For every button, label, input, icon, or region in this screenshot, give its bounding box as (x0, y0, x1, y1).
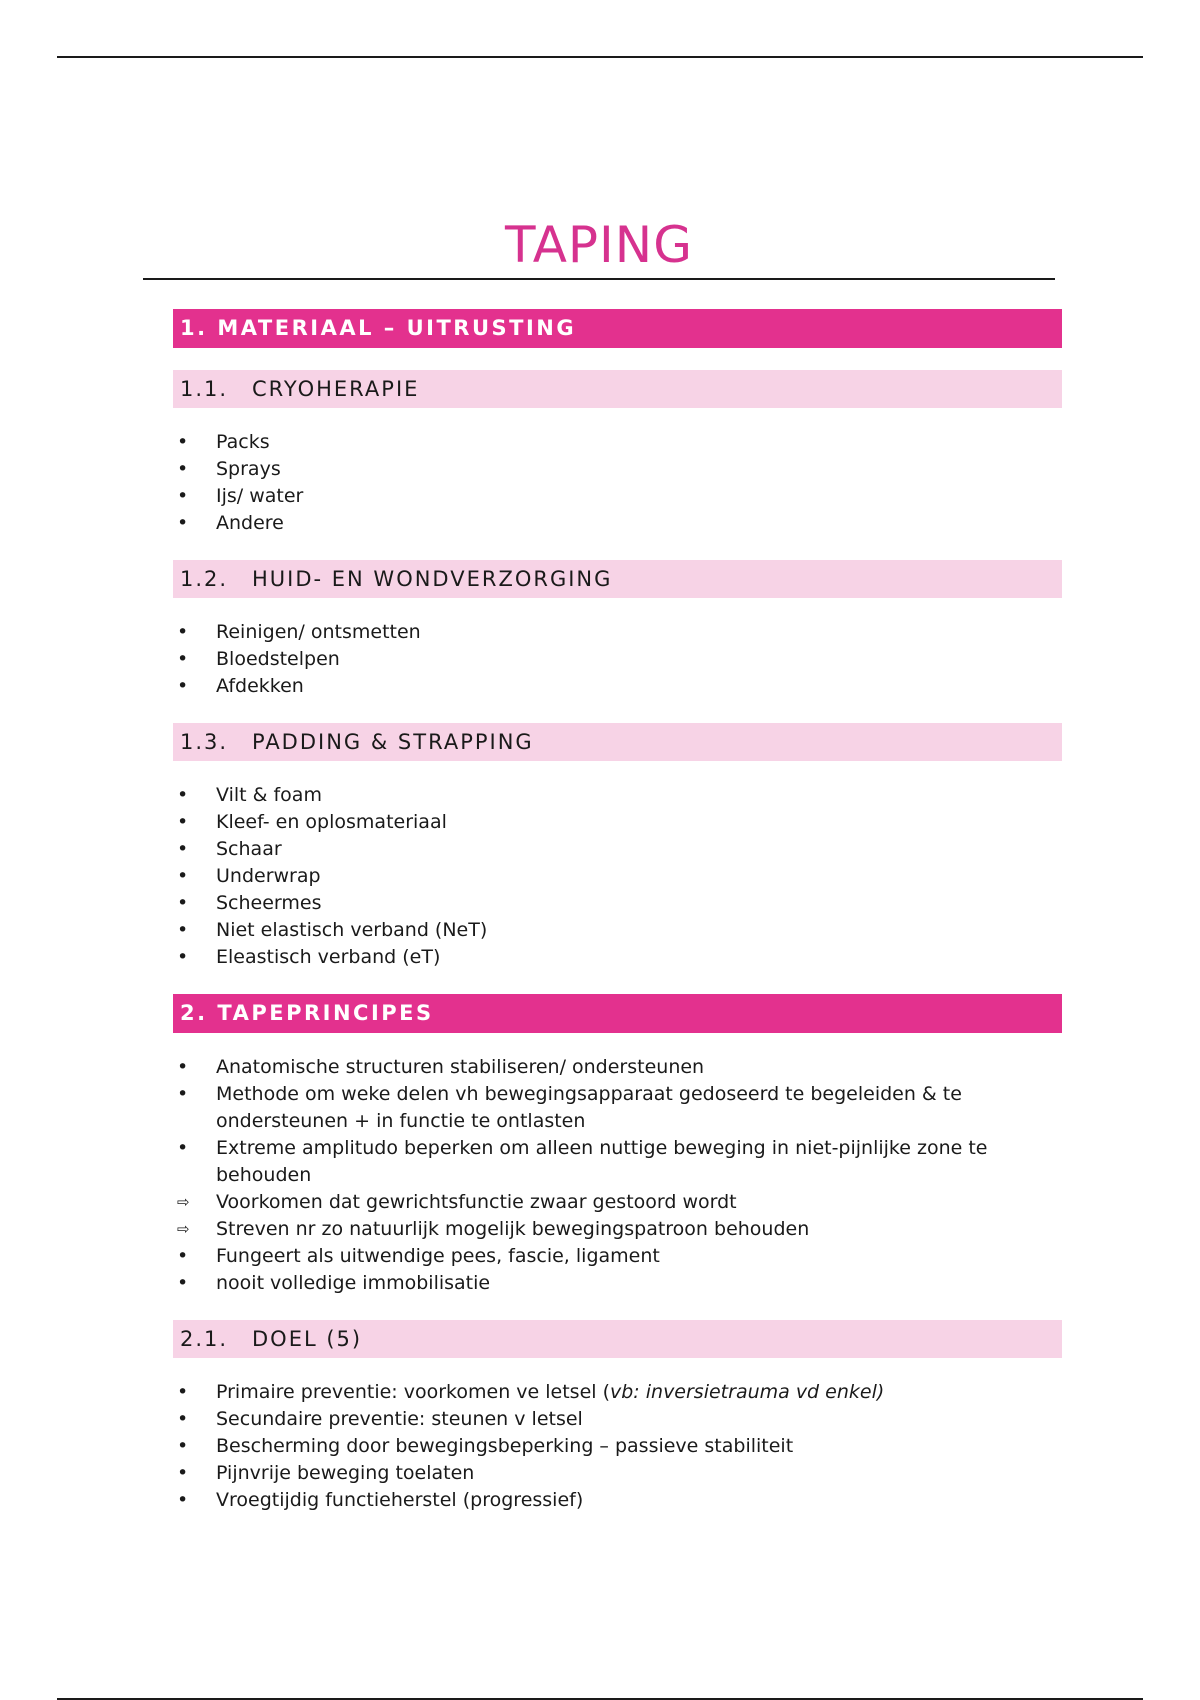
bullet-icon: • (177, 1462, 189, 1484)
list-item: • Packs (173, 429, 1062, 456)
list-item: • Pijnvrije beweging toelaten (173, 1460, 1062, 1487)
bullet-icon: • (177, 1408, 189, 1430)
page-top-rule (57, 56, 1143, 58)
list-item: • Schaar (173, 836, 1062, 863)
list-item: • Anatomische structuren stabiliseren/ ondersteunen (173, 1054, 1062, 1081)
bullet-icon: • (177, 1381, 189, 1403)
list-item: • Kleef- en oplosmateriaal (173, 809, 1062, 836)
bullet-icon: • (177, 648, 189, 670)
list-item: • Andere (173, 510, 1062, 537)
list-item: ⇨ Voorkomen dat gewrichtsfunctie zwaar gestoord wordt (173, 1189, 1062, 1216)
subsection-number: 1.2. (180, 567, 229, 591)
bullet-icon: • (177, 1489, 189, 1511)
bullet-icon: • (177, 1272, 189, 1294)
list-item: • Methode om weke delen vh bewegingsapparaat gedoseerd te begeleiden & te ondersteunen + in functie te ontlasten (177, 1083, 962, 1132)
list-item: • Bloedstelpen (173, 646, 1062, 673)
bullet-icon: • (177, 621, 189, 643)
subsection-heading-cryoherapie (173, 370, 1062, 408)
list-item: • Extreme amplitudo beperken om alleen nuttige beweging in niet-pijnlijke zone te behouden (177, 1137, 988, 1186)
subsection-heading-padding-strapping (173, 723, 1062, 761)
padding-strapping-list (173, 782, 1062, 971)
bullet-icon: • (177, 1083, 189, 1105)
bullet-icon: • (177, 458, 189, 480)
arrow-right-icon: ⇨ (177, 1193, 190, 1211)
subsection-number: 1.3. (180, 730, 229, 754)
list-item: • Fungeert als uitwendige pees, fascie, ligament (173, 1243, 1062, 1270)
wondverzorging-list (173, 619, 1062, 700)
section-heading-tapeprincipes: 2. TAPEPRINCIPES (173, 994, 1062, 1033)
doel-list (173, 1379, 1062, 1514)
list-item: • Vilt & foam (173, 782, 1062, 809)
bullet-icon: • (177, 838, 189, 860)
bullet-icon: • (177, 892, 189, 914)
subsection-title: DOEL (5) (252, 1327, 363, 1351)
subsection-number: 2.1. (180, 1327, 229, 1351)
list-item: • Scheermes (173, 890, 1062, 917)
italic-example: vb: inversietrauma vd enkel) (610, 1381, 885, 1403)
bullet-icon: • (177, 919, 189, 941)
subsection-heading-huid-wondverzorging (173, 560, 1062, 598)
bullet-icon: • (177, 675, 189, 697)
list-item: • Bescherming door bewegingsbeperking – passieve stabiliteit (173, 1433, 1062, 1460)
list-item: • Ijs/ water (173, 483, 1062, 510)
list-item: ⇨ Streven nr zo natuurlijk mogelijk bewegingspatroon behouden (173, 1216, 1062, 1243)
list-item: • Sprays (173, 456, 1062, 483)
subsection-heading-doel (173, 1320, 1062, 1358)
list-item: • Secundaire preventie: steunen v letsel (173, 1406, 1062, 1433)
list-item: • Vroegtijdig functieherstel (progressief) (173, 1487, 1062, 1514)
bullet-icon: • (177, 431, 189, 453)
list-item: • Underwrap (173, 863, 1062, 890)
bullet-icon: • (177, 946, 189, 968)
bullet-icon: • (177, 1056, 189, 1078)
list-item: • Afdekken (173, 673, 1062, 700)
title-underline (143, 278, 1055, 280)
bullet-icon: • (177, 865, 189, 887)
cryoherapie-list (173, 429, 1062, 537)
document-body (173, 309, 1062, 1514)
list-item: • nooit volledige immobilisatie (173, 1270, 1062, 1297)
list-item: • Niet elastisch verband (NeT) (173, 917, 1062, 944)
bullet-icon: • (177, 512, 189, 534)
subsection-title: PADDING & STRAPPING (252, 730, 534, 754)
list-item: • Primaire preventie: voorkomen ve letsel (vb: inversietrauma vd enkel) (173, 1379, 1062, 1406)
document-title: TAPING (505, 216, 693, 274)
tapeprincipes-list (173, 1054, 1062, 1297)
subsection-title: HUID- EN WONDVERZORGING (252, 567, 613, 591)
bullet-icon: • (177, 1435, 189, 1457)
bullet-icon: • (177, 485, 189, 507)
list-item: • Reinigen/ ontsmetten (173, 619, 1062, 646)
subsection-title: CRYOHERAPIE (252, 377, 420, 401)
subsection-number: 1.1. (180, 377, 229, 401)
bullet-icon: • (177, 1137, 189, 1159)
arrow-right-icon: ⇨ (177, 1220, 190, 1238)
section-heading-materiaal: 1. MATERIAAL – UITRUSTING (173, 309, 1062, 348)
bullet-icon: • (177, 1245, 189, 1267)
bullet-icon: • (177, 784, 189, 806)
list-item: • Eleastisch verband (eT) (173, 944, 1062, 971)
bullet-icon: • (177, 811, 189, 833)
